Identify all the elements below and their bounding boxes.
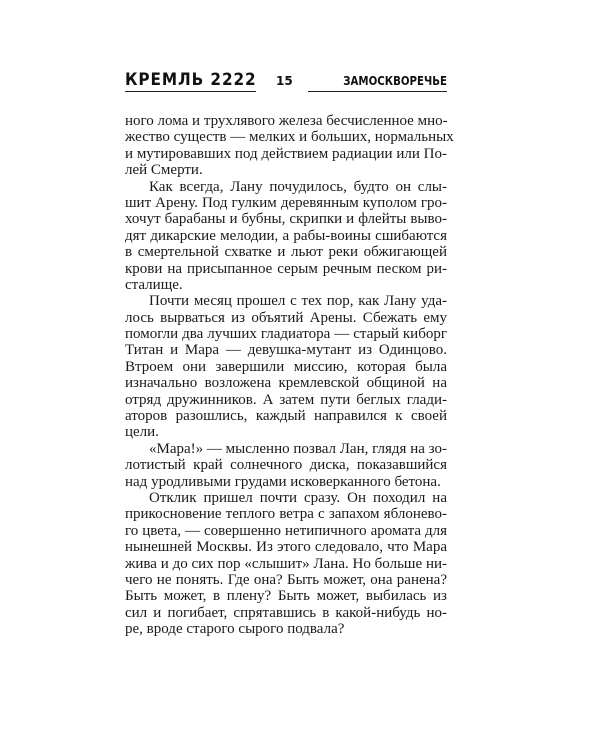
text-line: и мутировавших под действием радиации или По- — [125, 145, 447, 162]
text-line: Втроем они завершили миссию, которая была — [125, 358, 447, 375]
text-line: лось вырваться из объятий Арены. Сбежать ему — [125, 309, 447, 326]
paragraph — [125, 113, 454, 179]
text-line: над уродливыми грудами исковерканного бетона. — [125, 473, 441, 490]
text-line: ре, вроде старого сырого подвала? — [125, 621, 345, 638]
text-line: чего не понять. Где она? Быть может, она ранена? — [125, 571, 447, 588]
text-line: аторов разошлись, каждый направился к своей — [125, 408, 447, 425]
text-line: Как всегда, Лану почудилось, будто он слы- — [149, 178, 447, 195]
paragraph — [125, 490, 447, 638]
text-line: го цвета, — совершенно нетипичного аромата для — [125, 522, 447, 539]
text-line: хочут барабаны и бубны, скрипки и флейты выво- — [125, 211, 447, 228]
running-header-series-title: КРЕМЛЬ 2222 — [125, 70, 257, 90]
text-line: лотистый край солнечного диска, показавшийся — [125, 457, 447, 474]
text-line: Титан и Мара — девушка-мутант из Одинцово. — [125, 342, 447, 359]
page-body-text — [125, 113, 454, 638]
page-number: 15 — [276, 74, 293, 88]
text-line: жива и до сих пор «слышит» Лана. Но больше ни- — [125, 555, 447, 572]
text-line: изначально возложена кремлевской общиной на — [125, 375, 447, 392]
text-line: Почти месяц прошел с тех пор, как Лану уда- — [149, 293, 447, 310]
text-line: Быть может, в плену? Быть может, выбилась из — [125, 588, 447, 605]
text-line: ного лома и трухлявого железа бесчисленное мно- — [125, 113, 448, 129]
paragraph — [125, 179, 447, 294]
text-line: помогли два лучших гладиатора — старый киборг — [125, 326, 447, 343]
text-line: в смертельной схватке и льют реки обжигающей — [125, 244, 447, 261]
text-line: жество существ — мелких и больших, нормальных — [125, 129, 454, 146]
header-rule-left — [125, 91, 256, 92]
text-line: Отклик пришел почти сразу. Он походил на — [149, 489, 447, 506]
text-line: сил и погибает, спрятавшись в какой-нибудь но- — [125, 604, 447, 621]
running-header-chapter-title: ЗАМОСКВОРЕЧЬЕ — [343, 74, 447, 88]
text-line: сталище. — [125, 276, 183, 293]
text-line: нынешней Москвы. Из этого следовало, что Мара — [125, 539, 447, 556]
text-line: шит Арену. Под гулким деревянным куполом гро- — [125, 194, 447, 211]
text-line: прикосновение теплого ветра с запахом яблонево- — [125, 506, 447, 523]
text-line: дят дикарские мелодии, а рабы-воины сшибаются — [125, 227, 447, 244]
header-rule-right — [308, 91, 447, 92]
text-line: крови на присыпанное серым речным песком ри- — [125, 260, 447, 277]
text-line: лей Смерти. — [125, 162, 203, 179]
text-line: цели. — [125, 424, 159, 441]
paragraph — [125, 441, 447, 490]
text-line: отряд дружинников. А затем пути беглых глади- — [125, 391, 447, 408]
paragraph — [125, 293, 447, 441]
text-line: «Мара!» — мысленно позвал Лан, глядя на зо- — [149, 440, 447, 457]
